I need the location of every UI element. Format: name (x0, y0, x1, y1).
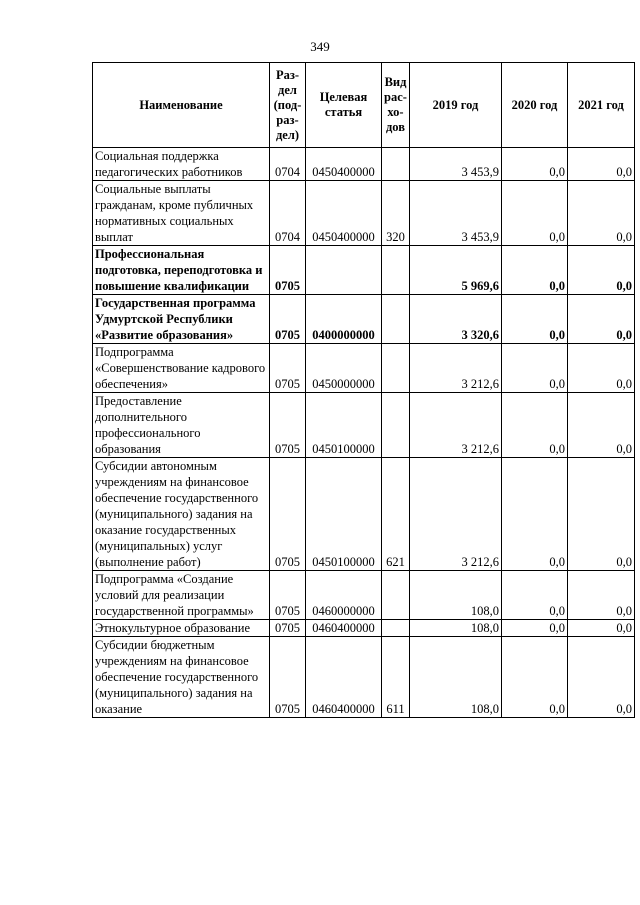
header-2020: 2020 год (502, 63, 568, 148)
row-2020: 0,0 (502, 637, 568, 718)
table-row (93, 458, 635, 571)
row-2020: 0,0 (502, 344, 568, 393)
row-2019: 5 969,6 (410, 246, 502, 295)
row-2021: 0,0 (568, 571, 635, 620)
table-row (93, 295, 635, 344)
page-number: 349 (310, 39, 330, 54)
row-target: 0460400000 (306, 620, 382, 637)
row-target: 0450100000 (306, 458, 382, 571)
header-row (93, 63, 635, 148)
row-expense-type (382, 393, 410, 458)
row-name: Подпрограмма «Совершенствование кадрового обеспечения» (93, 344, 270, 393)
row-2021: 0,0 (568, 344, 635, 393)
row-name: Предоставление дополнительного профессионального образования (93, 393, 270, 458)
row-2019: 3 212,6 (410, 393, 502, 458)
row-2019: 108,0 (410, 571, 502, 620)
header-section: Раз- дел (под- раз- дел) (270, 63, 306, 148)
row-2021: 0,0 (568, 637, 635, 718)
row-section: 0705 (270, 246, 306, 295)
table-row (93, 246, 635, 295)
budget-table (92, 62, 635, 718)
row-section: 0705 (270, 295, 306, 344)
table-row (93, 181, 635, 246)
row-2021: 0,0 (568, 246, 635, 295)
row-target: 0400000000 (306, 295, 382, 344)
row-expense-type (382, 344, 410, 393)
row-name: Социальные выплаты гражданам, кроме публичных нормативных социальных выплат (93, 181, 270, 246)
row-target: 0450400000 (306, 181, 382, 246)
header-2021: 2021 год (568, 63, 635, 148)
row-expense-type: 621 (382, 458, 410, 571)
row-2020: 0,0 (502, 246, 568, 295)
table-row (93, 148, 635, 181)
table-row (93, 571, 635, 620)
row-2020: 0,0 (502, 148, 568, 181)
table-body (93, 148, 635, 718)
row-2019: 108,0 (410, 637, 502, 718)
row-2020: 0,0 (502, 458, 568, 571)
row-section: 0705 (270, 620, 306, 637)
row-target: 0460400000 (306, 637, 382, 718)
header-target: Целевая статья (306, 63, 382, 148)
row-name: Субсидии автономным учреждениям на финансовое обеспечение государственного (муниципального) задания на оказание государственных (муниципальных) услуг (выполнение работ) (93, 458, 270, 571)
row-expense-type (382, 295, 410, 344)
header-name: Наименование (93, 63, 270, 148)
row-name: Государственная программа Удмуртской Республики «Развитие образования» (93, 295, 270, 344)
row-section: 0705 (270, 344, 306, 393)
row-name: Профессиональная подготовка, переподготовка и повышение квалификации (93, 246, 270, 295)
row-name: Подпрограмма «Создание условий для реализации государственной программы» (93, 571, 270, 620)
row-2020: 0,0 (502, 295, 568, 344)
row-2019: 3 453,9 (410, 148, 502, 181)
row-name: Социальная поддержка педагогических работников (93, 148, 270, 181)
row-section: 0705 (270, 571, 306, 620)
table-row (93, 620, 635, 637)
row-expense-type (382, 571, 410, 620)
row-expense-type (382, 148, 410, 181)
row-target: 0450400000 (306, 148, 382, 181)
row-2020: 0,0 (502, 393, 568, 458)
row-name: Субсидии бюджетным учреждениям на финансовое обеспечение государственного (муниципального) задания на оказание (93, 637, 270, 718)
table-row (93, 637, 635, 718)
header-expense-type: Вид рас- хо- дов (382, 63, 410, 148)
row-2021: 0,0 (568, 295, 635, 344)
row-2019: 3 453,9 (410, 181, 502, 246)
row-target: 0450000000 (306, 344, 382, 393)
header-2019: 2019 год (410, 63, 502, 148)
row-2019: 3 320,6 (410, 295, 502, 344)
row-expense-type: 320 (382, 181, 410, 246)
row-2020: 0,0 (502, 571, 568, 620)
row-section: 0704 (270, 148, 306, 181)
row-2021: 0,0 (568, 393, 635, 458)
row-2021: 0,0 (568, 148, 635, 181)
row-2019: 108,0 (410, 620, 502, 637)
row-2021: 0,0 (568, 458, 635, 571)
row-2020: 0,0 (502, 620, 568, 637)
table-row (93, 393, 635, 458)
row-name: Этнокультурное образование (93, 620, 270, 637)
row-section: 0704 (270, 181, 306, 246)
row-target (306, 246, 382, 295)
row-section: 0705 (270, 637, 306, 718)
row-2019: 3 212,6 (410, 458, 502, 571)
row-section: 0705 (270, 458, 306, 571)
row-section: 0705 (270, 393, 306, 458)
table-row (93, 344, 635, 393)
row-2019: 3 212,6 (410, 344, 502, 393)
row-2021: 0,0 (568, 620, 635, 637)
row-target: 0450100000 (306, 393, 382, 458)
row-target: 0460000000 (306, 571, 382, 620)
row-expense-type: 611 (382, 637, 410, 718)
row-expense-type (382, 246, 410, 295)
row-2020: 0,0 (502, 181, 568, 246)
row-expense-type (382, 620, 410, 637)
row-2021: 0,0 (568, 181, 635, 246)
